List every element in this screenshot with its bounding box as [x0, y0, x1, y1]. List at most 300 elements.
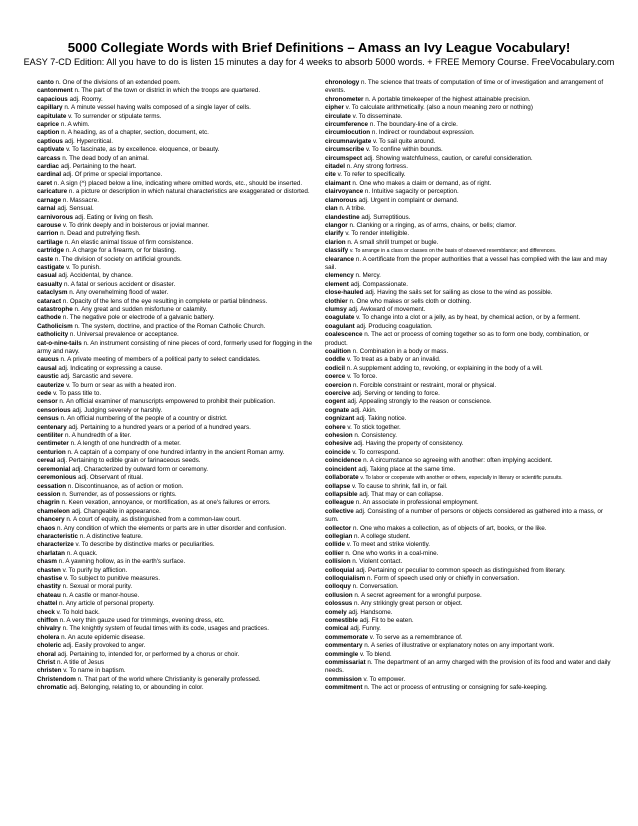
dictionary-entry	[37, 138, 325, 146]
left-column	[37, 79, 325, 693]
dictionary-entry	[325, 138, 613, 146]
dictionary-entry	[325, 348, 613, 356]
dictionary-entry	[325, 382, 613, 390]
dictionary-entry	[37, 205, 325, 213]
dictionary-entry	[37, 508, 325, 516]
entry-definition: n. Any great and sudden misfortune or calamity.	[74, 305, 208, 313]
entry-word: choral	[37, 650, 56, 658]
entry-word: clairvoyance	[325, 188, 364, 196]
dictionary-entry	[325, 205, 613, 213]
dictionary-entry	[325, 651, 613, 659]
entry-word: coincidence	[325, 457, 362, 465]
entry-definition: adj. Showing watchfulness, caution, or careful consideration.	[363, 154, 533, 162]
entry-word: choleric	[37, 642, 62, 650]
entry-definition: v. To empower.	[363, 675, 406, 683]
entry-word: cardiac	[37, 163, 60, 171]
entry-word: circumspect	[325, 154, 363, 162]
dictionary-entry	[37, 222, 325, 230]
dictionary-entry	[37, 516, 325, 524]
entry-word: clangor	[325, 221, 348, 229]
dictionary-entry	[325, 491, 613, 499]
entry-word: census	[37, 415, 59, 423]
entry-word: cohesive	[325, 440, 352, 448]
dictionary-entry	[37, 340, 325, 357]
entry-word: chagrin	[37, 499, 60, 507]
dictionary-entry	[37, 541, 325, 549]
entry-word: chancery	[37, 516, 65, 524]
dictionary-entry	[325, 567, 613, 575]
dictionary-entry	[325, 440, 613, 448]
entry-definition: n. Combination in a body or mass.	[352, 348, 449, 355]
entry-definition: adj. Pertaining to a hundred years or a period of a hundred years.	[68, 423, 251, 431]
entry-definition: adj. Indicating or expressing a cause.	[58, 364, 163, 372]
entry-definition: adj. Taking notice.	[356, 415, 407, 423]
entry-word: collapse	[325, 482, 351, 490]
entry-definition: n. The dead body of an animal.	[62, 154, 149, 162]
dictionary-entry	[37, 104, 325, 112]
dictionary-entry	[325, 583, 613, 591]
entry-definition: n. Form of speech used only or chiefly in conversation.	[367, 574, 520, 582]
entry-definition: n. An official examiner of manuscripts empowered to prohibit their publication.	[59, 398, 276, 406]
entry-word: colossus	[325, 600, 353, 608]
entry-word: canto	[37, 79, 54, 86]
dictionary-entry	[37, 499, 325, 507]
entry-definition: v. To calculate arithmetically. (also a noun meaning zero or nothing)	[345, 104, 533, 112]
entry-word: Christ	[37, 659, 56, 667]
entry-definition: adj. Appealing strongly to the reason or conscience.	[347, 398, 492, 406]
entry-definition: adj. Pertaining to the heart.	[60, 163, 137, 171]
dictionary-entry	[325, 104, 613, 112]
dictionary-entry	[37, 642, 325, 650]
entry-definition: adj. Taking place at the same time.	[358, 465, 456, 473]
entry-word: carcass	[37, 154, 61, 162]
dictionary-entry	[325, 684, 613, 692]
dictionary-entry	[325, 609, 613, 617]
entry-word: cogent	[325, 398, 346, 406]
dictionary-entry	[37, 264, 325, 272]
entry-definition: n. Any strikingly great person or object.	[354, 600, 463, 608]
dictionary-entry	[325, 600, 613, 608]
entry-definition: v. To correspond.	[352, 448, 401, 456]
dictionary-entry	[37, 323, 325, 331]
entry-definition: n. A minute vessel having walls composed of a single layer of cells.	[64, 104, 251, 112]
entry-definition: v. To drink deeply and in boisterous or jovial manner.	[62, 221, 209, 229]
entry-word: collegian	[325, 532, 353, 540]
entry-definition: n. A small shrill trumpet or bugle.	[347, 238, 439, 246]
entry-word: caricature	[37, 188, 68, 196]
dictionary-entry	[325, 533, 613, 541]
dictionary-entry	[325, 314, 613, 322]
entry-definition: v. To sail quite around.	[372, 137, 436, 145]
dictionary-entry	[37, 533, 325, 541]
entry-word: clarify	[325, 230, 344, 238]
entry-word: chivalry	[37, 625, 61, 633]
entry-definition: v. To pass title to.	[53, 390, 102, 398]
dictionary-entry	[37, 575, 325, 583]
entry-word: check	[37, 608, 55, 616]
dictionary-entry	[37, 684, 325, 692]
entry-definition: v. To labor or cooperate with another or others, especially in literary or scientific pursuits.	[360, 475, 563, 482]
entry-word: colloquy	[325, 583, 351, 591]
entry-definition: n. The negative pole or electrode of a galvanic battery.	[62, 314, 215, 322]
entry-definition: v. To meet and strike violently.	[346, 541, 430, 549]
entry-word: characteristic	[37, 532, 78, 540]
entry-definition: v. To change into a clot or a jelly, as by heat, by chemical action, or by a ferment.	[356, 314, 581, 322]
entry-word: coincident	[325, 465, 357, 473]
entry-word: chasten	[37, 566, 61, 574]
dictionary-entry	[37, 424, 325, 432]
dictionary-entry	[325, 121, 613, 129]
entry-word: circumlocution	[325, 129, 371, 137]
entry-definition: adj. That may or can collapse.	[359, 490, 444, 498]
entry-definition: adj. Sarcastic and severe.	[60, 373, 133, 381]
dictionary-entry	[37, 415, 325, 423]
dictionary-entry	[37, 617, 325, 625]
dictionary-entry	[37, 466, 325, 474]
entry-definition: n. A hundredth of a liter.	[65, 432, 132, 440]
dictionary-entry	[37, 281, 325, 289]
entry-word: cohere	[325, 423, 346, 431]
entry-word: cartridge	[37, 247, 64, 255]
entry-definition: v. To render intelligible.	[345, 230, 410, 238]
dictionary-entry	[325, 331, 613, 348]
entry-word: collective	[325, 507, 354, 515]
entry-definition: n. A series of illustrative or explanatory notes on any important work.	[364, 642, 555, 650]
entry-word: casual	[37, 272, 57, 280]
entry-definition: n. The boundary-line of a circle.	[369, 121, 458, 129]
entry-word: carouse	[37, 221, 62, 229]
dictionary-entry	[37, 634, 325, 642]
entry-word: clarion	[325, 238, 346, 246]
entry-word: coalition	[325, 348, 351, 355]
dictionary-entry	[325, 96, 613, 104]
dictionary-entry	[325, 457, 613, 465]
entry-definition: n. Any article of personal property.	[59, 600, 155, 608]
entry-word: coercive	[325, 390, 351, 398]
page-title: 5000 Collegiate Words with Brief Definitions – Amass an Ivy League Vocabulary!	[67, 40, 571, 55]
entry-word: caustic	[37, 373, 59, 381]
dictionary-entry	[37, 214, 325, 222]
entry-word: cholera	[37, 633, 60, 641]
dictionary-entry	[37, 289, 325, 297]
entry-definition: n. One who works in a coal-mine.	[345, 549, 439, 557]
entry-definition: n. One who makes or sells cloth or clothing.	[349, 297, 472, 305]
entry-word: circumnavigate	[325, 137, 372, 145]
dictionary-entry	[325, 499, 613, 507]
entry-word: circulate	[325, 112, 351, 120]
dictionary-entry	[325, 214, 613, 222]
dictionary-entry	[325, 424, 613, 432]
dictionary-entry	[37, 96, 325, 104]
entry-definition: v. To subject to punitive measures.	[63, 574, 160, 582]
entry-definition: n. Violent contact.	[352, 558, 403, 566]
entry-word: caprice	[37, 121, 60, 129]
dictionary-entry	[37, 365, 325, 373]
dictionary-entry	[37, 600, 325, 608]
entry-word: cauterize	[37, 381, 65, 389]
entry-word: cessation	[37, 482, 67, 490]
entry-word: chastise	[37, 574, 63, 582]
dictionary-entry	[325, 407, 613, 415]
dictionary-entry	[325, 129, 613, 137]
entry-definition: adj. Producing coagulation.	[356, 322, 433, 330]
dictionary-entry	[37, 449, 325, 457]
entry-definition: adj. Observant of ritual.	[77, 474, 144, 482]
dictionary-entry	[37, 625, 325, 633]
entry-word: clothier	[325, 297, 348, 305]
entry-word: coagulant	[325, 322, 355, 330]
entry-word: cathode	[37, 314, 62, 322]
entry-word: cataract	[37, 297, 62, 305]
entry-definition: n. A tribe.	[339, 205, 366, 213]
entry-definition: n. Opacity of the lens of the eye resulting in complete or partial blindness.	[62, 297, 268, 305]
entry-word: clemency	[325, 272, 354, 280]
entry-word: commingle	[325, 650, 359, 658]
dictionary-entry	[37, 474, 325, 482]
entry-word: cognizant	[325, 415, 355, 423]
dictionary-entry	[37, 373, 325, 381]
entry-definition: n. A sign (^) placed below a line, indicating where omitted words, etc., should be inserted.	[53, 179, 303, 187]
dictionary-entry	[37, 247, 325, 255]
entry-definition: adj. Having the property of consistency.	[353, 440, 464, 448]
entry-definition: adj. Handsome.	[348, 608, 393, 616]
dictionary-entry	[325, 323, 613, 331]
entry-word: commemorate	[325, 633, 369, 641]
entry-definition: n. Forcible constraint or restraint, moral or physical.	[353, 381, 497, 389]
dictionary-entry	[37, 609, 325, 617]
entry-definition: n. A very thin gauze used for trimmings, evening dress, etc.	[59, 617, 225, 624]
entry-definition: n. A yawning hollow, as in the earth's surface.	[58, 558, 186, 566]
dictionary-entry	[37, 272, 325, 280]
entry-definition: v. To blend.	[360, 650, 392, 658]
dictionary-entry	[325, 550, 613, 558]
dictionary-entry	[325, 222, 613, 230]
entry-definition: v. To surrender or stipulate terms.	[68, 112, 162, 120]
entry-word: carrion	[37, 230, 59, 238]
entry-definition: n. Dead and putrefying flesh.	[60, 230, 141, 238]
entry-word: commissariat	[325, 659, 366, 667]
dictionary-entry	[37, 407, 325, 415]
entry-definition: n. The department of an army charged with the provision of its food and water and daily needs.	[325, 659, 611, 675]
entry-definition: n. That part of the world where Christianity is generally professed.	[77, 675, 261, 683]
entry-word: classify	[325, 247, 349, 255]
dictionary-entry	[325, 171, 613, 179]
dictionary-entry	[37, 113, 325, 121]
entry-definition: v. To confine within bounds.	[365, 146, 443, 154]
dictionary-entry	[325, 180, 613, 188]
entry-word: claimant	[325, 179, 351, 187]
dictionary-entry	[37, 129, 325, 137]
entry-definition: n. Any condition of which the elements or parts are in utter disorder and confusion.	[56, 524, 287, 532]
entry-word: comely	[325, 608, 347, 616]
dictionary-entry	[37, 79, 325, 87]
entry-word: close-hauled	[325, 289, 364, 297]
dictionary-entry	[325, 256, 613, 273]
dictionary-entry	[325, 558, 613, 566]
entry-definition: adj. Pertaining to, intended for, or performed by a chorus or choir.	[57, 650, 240, 658]
entry-word: commission	[325, 675, 362, 683]
entry-word: Catholicism	[37, 322, 73, 330]
entry-definition: n. An elastic animal tissue of firm consistence.	[64, 238, 194, 246]
entry-word: chameleon	[37, 507, 70, 515]
entry-definition: adj. Accidental, by chance.	[58, 272, 133, 280]
entry-word: chateau	[37, 591, 61, 599]
entry-definition: v. To hold back.	[56, 608, 100, 616]
entry-word: coerce	[325, 373, 346, 381]
right-column	[325, 79, 613, 693]
entry-definition: n. A heading, as of a chapter, section, document, etc.	[61, 129, 209, 137]
dictionary-entry	[37, 583, 325, 591]
entry-definition: n. An official numbering of the people of a country or district.	[60, 415, 228, 423]
entry-definition: n. An associate in professional employment.	[355, 499, 479, 507]
entry-word: censor	[37, 398, 58, 406]
entry-definition: v. To name in baptism.	[63, 667, 126, 675]
entry-word: characterize	[37, 541, 74, 549]
dictionary-entry	[37, 390, 325, 398]
entry-word: collapsible	[325, 490, 358, 498]
dictionary-entry	[37, 567, 325, 575]
entry-definition: adj. Surreptitious.	[361, 213, 411, 221]
dictionary-entry	[325, 676, 613, 684]
dictionary-entry	[325, 373, 613, 381]
entry-definition: n. The knightly system of feudal times with its code, usages and practices.	[62, 625, 269, 633]
dictionary-entry	[37, 298, 325, 306]
entry-definition: n. A college student.	[354, 532, 411, 540]
dictionary-entry	[37, 239, 325, 247]
entry-definition: v. To fascinate, as by excellence. eloquence, or beauty.	[66, 146, 220, 154]
dictionary-entry	[37, 592, 325, 600]
entry-definition: n. A court of equity, as distinguished from a common-law court.	[66, 516, 241, 524]
entry-word: caucus	[37, 356, 59, 364]
entry-word: colloquialism	[325, 574, 366, 582]
entry-word: centenary	[37, 423, 67, 431]
entry-word: ceremonial	[37, 465, 71, 473]
entry-definition: adj. Changeable in appearance.	[71, 507, 161, 515]
entry-word: coagulate	[325, 314, 355, 322]
entry-definition: adj. Easily provoked to anger.	[62, 642, 146, 650]
dictionary-entry	[325, 146, 613, 154]
dictionary-entry	[325, 525, 613, 533]
entry-definition: adj. Characterized by outward form or ceremony.	[72, 465, 209, 473]
entry-definition: n. Surrender, as of possessions or rights.	[62, 490, 177, 498]
entry-definition: n. The division of society on artificial grounds.	[54, 255, 182, 263]
entry-word: coincide	[325, 448, 351, 456]
entry-word: charlatan	[37, 549, 65, 557]
entry-definition: adj. Belonging, relating to, or abounding in color.	[68, 684, 204, 692]
entry-definition: n. A length of one hundredth of a meter.	[70, 440, 181, 448]
dictionary-entry	[37, 651, 325, 659]
entry-word: commentary	[325, 642, 363, 650]
entry-word: collusion	[325, 591, 353, 599]
entry-definition: n. The part of the town or district in which the troops are quartered.	[74, 87, 261, 95]
entry-word: chasm	[37, 558, 57, 566]
dictionary-entry	[325, 592, 613, 600]
dictionary-entry	[325, 356, 613, 364]
entry-word: cipher	[325, 104, 344, 112]
dictionary-entry	[37, 121, 325, 129]
dictionary-entry	[325, 230, 613, 238]
entry-definition: n. A certificate from the proper authorities that a vessel has complied with the law and may sail.	[325, 255, 608, 271]
dictionary-entry	[37, 550, 325, 558]
dictionary-entry	[37, 558, 325, 566]
entry-definition: n. Indirect or roundabout expression.	[371, 129, 475, 137]
entry-word: capitulate	[37, 112, 67, 120]
entry-word: catholicity	[37, 331, 69, 339]
entry-word: comestible	[325, 617, 358, 624]
dictionary-entry	[325, 281, 613, 289]
entry-word: chiffon	[37, 617, 58, 624]
entry-word: collide	[325, 541, 345, 549]
dictionary-entry	[325, 79, 613, 96]
dictionary-entry	[37, 197, 325, 205]
entry-definition: v. To arrange in a class or classes on the basis of observed resemblance; and differences.	[349, 248, 557, 255]
dictionary-entry	[37, 667, 325, 675]
entry-word: capillary	[37, 104, 63, 112]
dictionary-entry	[325, 113, 613, 121]
entry-word: chromatic	[37, 684, 68, 692]
entry-definition: adj. Roomy.	[69, 95, 103, 103]
dictionary-entry	[37, 87, 325, 95]
dictionary-entry	[37, 155, 325, 163]
entry-definition: n. A charge for a firearm, or for blasting.	[65, 247, 177, 255]
dictionary-entry	[325, 575, 613, 583]
dictionary-entry	[37, 382, 325, 390]
entry-word: cede	[37, 390, 52, 398]
entry-word: carnivorous	[37, 213, 74, 221]
entry-definition: n. One who makes a collection, as of objects of art, books, or the like.	[353, 524, 547, 532]
entry-definition: n. A quack.	[66, 549, 98, 557]
dictionary-entry	[37, 483, 325, 491]
entry-word: cohesion	[325, 432, 353, 440]
entry-definition: n. One of the divisions of an extended poem.	[55, 79, 181, 86]
dictionary-entry	[325, 390, 613, 398]
dictionary-entry	[37, 331, 325, 339]
dictionary-entry	[325, 449, 613, 457]
entry-word: centurion	[37, 448, 66, 456]
entry-definition: n. One who makes a claim or demand, as of right.	[352, 179, 492, 187]
entry-word: carnal	[37, 205, 56, 213]
dictionary-entry	[325, 272, 613, 280]
entry-definition: v. To describe by distinctive marks or peculiarities.	[75, 541, 215, 549]
dictionary-entry	[325, 642, 613, 650]
entry-word: cognate	[325, 406, 350, 414]
entry-definition: n. An instrument consisting of nine pieces of cord, formerly used for flogging in the army and navy.	[37, 339, 313, 355]
dictionary-entry	[37, 314, 325, 322]
entry-word: clan	[325, 205, 338, 213]
entry-word: caste	[37, 255, 54, 263]
entry-word: cartilage	[37, 238, 63, 246]
dictionary-entry	[325, 398, 613, 406]
dictionary-entry	[37, 256, 325, 264]
dictionary-entry	[325, 197, 613, 205]
entry-word: coalescence	[325, 331, 363, 339]
entry-word: cession	[37, 490, 61, 498]
dictionary-entry	[37, 171, 325, 179]
entry-definition: adj. Consisting of a number of persons or objects considered as gathered into a mass, or sum.	[325, 507, 603, 524]
dictionary-entry	[325, 483, 613, 491]
entry-definition: n. A whim.	[60, 121, 90, 129]
entry-word: christen	[37, 667, 62, 675]
entry-word: causal	[37, 364, 57, 372]
dictionary-entry	[37, 457, 325, 465]
entry-word: carnage	[37, 196, 62, 204]
dictionary-entry	[325, 474, 613, 482]
entry-word: chastity	[37, 583, 61, 591]
entry-word: commitment	[325, 684, 363, 692]
dictionary-entry	[37, 188, 325, 196]
entry-word: caret	[37, 179, 53, 187]
entry-definition: adj. Pertaining to edible grain or farinaceous seeds.	[56, 457, 201, 465]
